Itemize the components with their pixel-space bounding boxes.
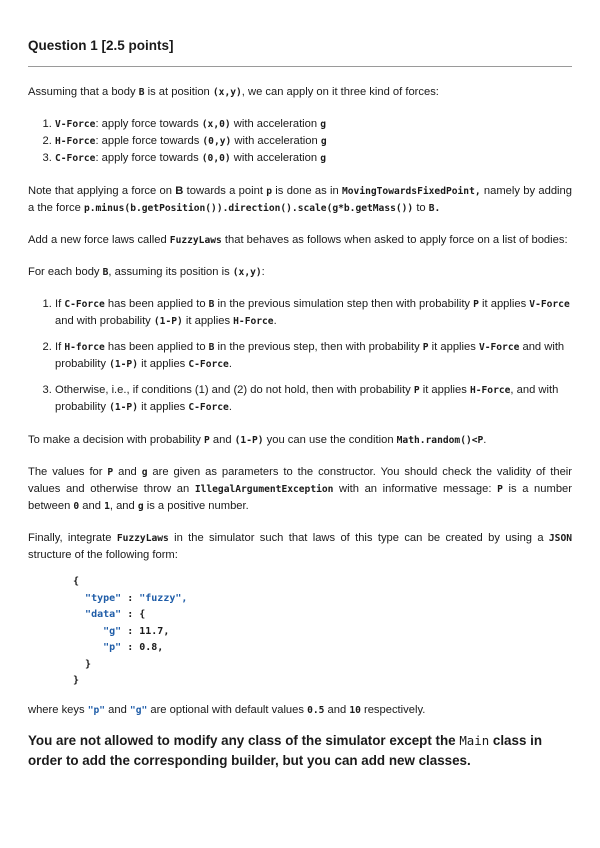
code-class-name: FuzzyLaws <box>116 533 169 544</box>
final-text: You are not allowed to modify any class of the simulator except the <box>28 732 460 748</box>
intro-text: Assuming that a body <box>28 86 139 98</box>
force-text: with acceleration <box>231 135 321 147</box>
force-item-c <box>55 150 572 167</box>
json-brace: { <box>73 576 80 587</box>
rule-text: If <box>55 298 65 310</box>
rule-code: (1-P) <box>109 359 138 370</box>
json-brace: } <box>73 675 80 686</box>
code-expression: Math.random()<P <box>396 435 484 446</box>
json-value-p: 0.8, <box>139 642 164 653</box>
code-key-g: "g" <box>129 704 148 716</box>
note-text: Note that applying a force on <box>28 185 176 197</box>
heading-rule <box>28 66 572 67</box>
force-text: : apply force towards <box>95 118 202 130</box>
values-code: g <box>137 501 144 512</box>
values-text: is a number between <box>28 483 572 512</box>
rules-list <box>28 296 572 416</box>
rule-text: If <box>55 341 65 353</box>
json-brace: } <box>85 658 92 670</box>
finally-paragraph <box>28 530 572 564</box>
json-key-p: "p" <box>103 642 122 653</box>
note-text: towards a point <box>183 185 267 197</box>
rule-text: . <box>228 401 232 413</box>
rule-text: it applies <box>419 384 470 396</box>
keys-text: respectively. <box>360 703 426 716</box>
json-key-data: "data" <box>85 609 122 620</box>
note-body: B <box>175 185 184 197</box>
rule-text: it applies <box>138 401 189 413</box>
code-expression: p.minus(b.getPosition()).direction().scale(g*b.getMass()) <box>83 203 414 214</box>
rule-code: B <box>208 299 215 310</box>
keys-text: and <box>105 703 130 716</box>
question-heading: Question 1 [2.5 points] <box>28 38 174 53</box>
decision-paragraph <box>28 432 572 449</box>
intro-text: , we can apply on it three kind of forces: <box>241 86 439 98</box>
note-text: namely by adding a the force <box>28 185 572 214</box>
values-text: are given as parameters to the constructor. You should check the validity of their values and otherwise throw an <box>28 466 573 495</box>
code-format: JSON <box>548 533 573 544</box>
finally-text: Finally, integrate <box>28 532 117 544</box>
values-paragraph <box>28 464 572 515</box>
json-sep: : <box>121 642 140 653</box>
rule-code: C-Force <box>188 402 229 413</box>
rule-item <box>55 382 572 416</box>
code-probability: (1-P) <box>234 435 264 446</box>
code-class-name: MovingTowardsFixedPoint, <box>342 186 481 197</box>
rule-code: V-Force <box>529 299 570 310</box>
values-text: is a positive number. <box>143 500 249 512</box>
note-text: is done as in <box>272 185 342 197</box>
rule-code: H-force <box>64 342 105 353</box>
force-text: : apply force towards <box>95 152 202 164</box>
json-sep: : { <box>121 609 146 620</box>
decision-text: . <box>483 434 487 446</box>
rule-code: P <box>473 299 479 310</box>
force-item-h <box>55 133 572 150</box>
note-paragraph <box>28 183 572 217</box>
rule-text: . <box>228 358 232 370</box>
json-value-g: 11.7, <box>139 625 170 637</box>
addlaw-text: Add a new force laws called <box>28 234 170 246</box>
decision-text: To make a decision with probability <box>28 434 204 446</box>
force-accel: g <box>320 119 326 130</box>
decision-text: and <box>209 434 235 446</box>
rule-code: P <box>413 385 420 396</box>
foreach-text: : <box>261 266 265 278</box>
force-text: with acceleration <box>230 152 321 164</box>
rule-code: C-Force <box>64 299 105 310</box>
rule-text: it applies <box>182 315 234 327</box>
code-body: B <box>102 267 109 278</box>
keys-text: are optional with default values <box>147 703 308 716</box>
json-key-type: "type" <box>85 592 122 604</box>
final-text: class in order to add the corresponding builder, but you can add new classes. <box>28 732 543 768</box>
values-text: and <box>113 466 142 478</box>
intro-paragraph <box>28 84 572 101</box>
force-text: : apple force towards <box>95 135 203 147</box>
rule-text: Otherwise, i.e., if conditions (1) and (2) do not hold, then with probability <box>55 384 414 396</box>
rule-code: H-Force <box>233 316 274 327</box>
rule-text: in the previous simulation step then with probability <box>214 298 474 310</box>
rule-code: H-Force <box>469 385 511 396</box>
json-code-block <box>73 574 572 690</box>
rule-code: V-Force <box>478 342 520 353</box>
code-default-p: 0.5 <box>307 704 325 716</box>
values-code: g <box>141 467 148 478</box>
code-position: (x,y) <box>212 87 242 98</box>
values-code: P <box>497 484 503 495</box>
rule-text: . <box>273 315 277 327</box>
code-main-class: Main <box>459 732 490 748</box>
force-accel: g <box>320 136 327 147</box>
values-code: 1 <box>104 501 110 512</box>
final-notice <box>28 731 572 771</box>
json-sep: : <box>121 592 140 604</box>
code-point: p <box>266 186 273 197</box>
code-body: B. <box>428 203 441 214</box>
addlaw-paragraph <box>28 232 572 249</box>
rule-text: and with probability <box>55 315 154 327</box>
rule-text: has been applied to <box>104 298 209 310</box>
keys-text: and <box>324 703 350 716</box>
json-sep: : <box>121 625 140 637</box>
values-code: 0 <box>73 501 80 512</box>
force-name: H-Force <box>55 136 96 147</box>
intro-text: is at position <box>144 86 213 98</box>
rule-text: in the previous step, then with probability <box>214 341 423 353</box>
foreach-text: , assuming its position is <box>108 266 233 278</box>
code-position: (x,y) <box>232 267 262 278</box>
values-text: and <box>79 500 105 512</box>
force-text: with acceleration <box>230 118 321 130</box>
json-value-type: "fuzzy", <box>139 592 188 604</box>
foreach-paragraph <box>28 264 572 281</box>
forces-list <box>28 116 572 167</box>
foreach-text: For each body <box>28 266 103 278</box>
rule-text: it applies <box>478 298 530 310</box>
rule-code: C-Force <box>188 359 229 370</box>
keys-text: where keys <box>28 703 88 716</box>
force-point: (x,0) <box>201 119 231 130</box>
rule-text: , and with probability <box>55 384 559 413</box>
force-name: C-Force <box>55 153 96 164</box>
force-point: (0,0) <box>201 153 231 164</box>
force-name: V-Force <box>55 119 96 130</box>
decision-text: you can use the condition <box>263 434 397 446</box>
force-accel: g <box>320 153 326 164</box>
values-code: P <box>107 467 114 478</box>
rule-text: it applies <box>138 358 189 370</box>
rule-code: P <box>422 342 429 353</box>
finally-text: structure of the following form: <box>28 549 178 561</box>
keys-paragraph <box>28 702 572 719</box>
json-key-g: "g" <box>103 625 122 637</box>
rule-item <box>55 339 572 373</box>
code-body: B <box>138 87 145 98</box>
rule-code: (1-P) <box>153 316 183 327</box>
code-default-g: 10 <box>349 704 361 716</box>
values-code: IllegalArgumentException <box>194 484 334 495</box>
rule-text: has been applied to <box>104 341 209 353</box>
rule-item <box>55 296 572 330</box>
code-probability: P <box>203 435 210 446</box>
note-text: to <box>413 202 429 214</box>
values-text: , and <box>109 500 138 512</box>
rule-code: (1-P) <box>109 402 138 413</box>
values-text: with an informative message: <box>333 483 498 495</box>
force-point: (0,y) <box>202 136 232 147</box>
code-class-name: FuzzyLaws <box>169 235 222 246</box>
values-text: The values for <box>28 466 108 478</box>
addlaw-text: that behaves as follows when asked to apply force on a list of bodies: <box>221 234 568 246</box>
force-item-v <box>55 116 572 133</box>
rule-text: and with probability <box>55 341 565 370</box>
finally-text: in the simulator such that laws of this type can be created by using a <box>168 532 549 544</box>
code-key-p: "p" <box>87 704 106 716</box>
rule-text: it applies <box>428 341 479 353</box>
rule-code: B <box>208 342 215 353</box>
